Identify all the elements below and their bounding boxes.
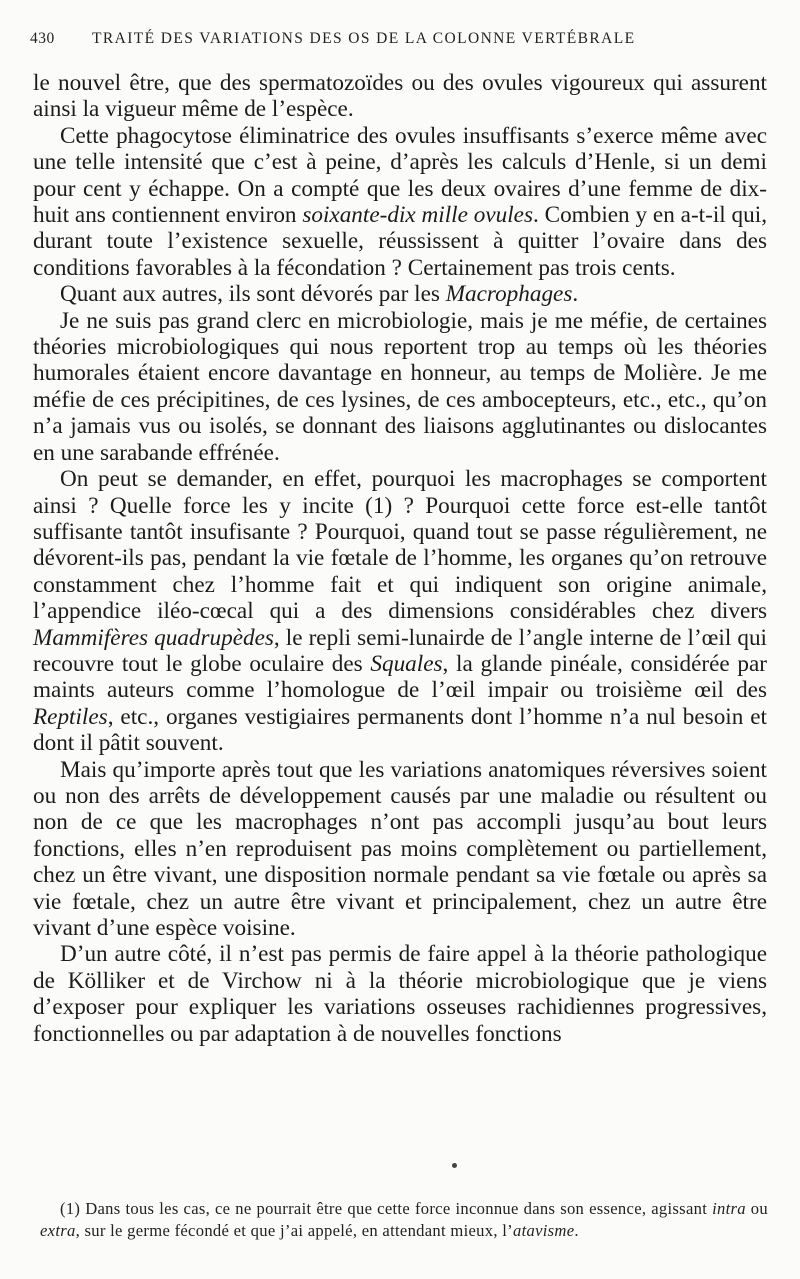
page-number: 430 (30, 30, 55, 47)
text-run: D’un autre côté, il n’est pas permis de faire appel à la théorie pathologique de Kölliker et de Virchow ni à la théorie microbiologique que je viens d’exposer pour expliquer les variations osseuses rachidiennes progressives, fonctionnelles ou par adaptation à de nouvelles fonctions (33, 941, 767, 1047)
text-run: Je ne suis pas grand clerc en microbiologie, mais je me méfie, de certaines théories microbiologiques qui nous reportent trop au temps où les théories humorales étaient encore davantage en honneur, au temps de Molière. Je me méfie de ces précipitines, de ces lysines, de ces ambocepteurs, etc., etc., qu’on n’a jamais vus ou isolés, se donnant des liaisons agglutinantes ou dislocantes en une sarabande effrénée. (33, 307, 767, 466)
text-run: , etc., organes vestigiaires permanents dont l’homme n’a nul besoin et dont il pâtit souvent. (33, 703, 767, 757)
footnote (40, 1198, 768, 1243)
paragraph (33, 941, 767, 1047)
text-run: le nouvel être, que des spermatozoïdes ou des ovules vigoureux qui assurent ainsi la vigueur même de l’espèce. (33, 70, 767, 123)
text-run: Mais qu’importe après tout que les variations anatomiques réversives soient ou non des arrêts de développement causés par une maladie ou résultent ou non de ce que les macrophages n’ont pas accompli jusqu’au bout leurs fonctions, elles n’en reproduisent pas moins complètement ou partiellement, chez un être vivant, une disposition normale pendant sa vie fœtale ou après sa vie fœtale, chez un autre être vivant et principalement, chez un autre être vivant d’une espèce voisine. (33, 756, 767, 941)
italic-term: atavisme (513, 1221, 575, 1241)
italic-term: intra (712, 1198, 746, 1218)
italic-term: Macrophages (445, 281, 573, 308)
text-run: Quant aux autres, ils sont dévorés par les (60, 281, 446, 308)
paragraph (33, 757, 767, 942)
text-run: ou (745, 1198, 768, 1218)
body-text (33, 70, 767, 1047)
text-run: . Combien y en a-t-il qui, durant toute l’existence sexuelle, réussissent à quitter l’ovaire dans des conditions favorables à la fécondation ? Certainement pas trois cents. (33, 202, 767, 281)
paragraph (33, 466, 767, 756)
paragraph (33, 308, 767, 466)
text-run: On peut se demander, en effet, pourquoi les macrophages se comportent ainsi ? Quelle force les y incite (1) ? Pourquoi cette force est-elle tantôt suffisante tantôt insufisante ? Pourquoi, quand tout se passe régulièrement, ne dévorent-ils pas, pendant la vie fœtale de l’homme, les organes qu’on retrouve constamment chez l’homme fait et qui indiquent son origine animale, l’appendice iléo-cœcal qui a des dimensions considérables chez divers (33, 466, 767, 625)
paragraph (33, 70, 767, 123)
italic-term: Reptiles (33, 703, 108, 730)
text-run: . (572, 281, 579, 308)
running-head (30, 30, 770, 58)
text-run: Cette phagocytose éliminatrice des ovules insuffisants s’exerce même avec une telle intensité que c’est à peine, d’après les calculs d’Henle, si un demi pour cent y échappe. On a compté que les deux ovaires d’une femme de dix-huit ans contiennent environ (33, 122, 767, 229)
text-run: , sur le germe fécondé et que j’ai appelé, en attendant mieux, l’ (75, 1221, 513, 1241)
text-run: , le repli semi-lunairde de l’angle interne de l’œil qui recouvre tout le globe oculaire des (33, 624, 767, 677)
italic-term: Mammifères quadrupèdes (33, 624, 274, 651)
italic-term: extra (40, 1221, 76, 1241)
running-title: TRAITÉ DES VARIATIONS DES OS DE LA COLONNE VERTÉBRALE (92, 30, 636, 47)
ink-dot-mark (452, 1163, 457, 1168)
text-run: (1) Dans tous les cas, ce ne pourrait être que cette force inconnue dans son essence, agissant (60, 1198, 713, 1218)
paragraph (33, 281, 767, 307)
text-run: , la glande pinéale, considérée par maints auteurs comme l’homologue de l’œil impair ou troisième œil des (33, 650, 768, 704)
paragraph (33, 123, 767, 281)
italic-term: Squales (370, 650, 443, 677)
text-run: . (574, 1221, 579, 1241)
italic-term: soixante-dix mille ovules (302, 202, 533, 229)
